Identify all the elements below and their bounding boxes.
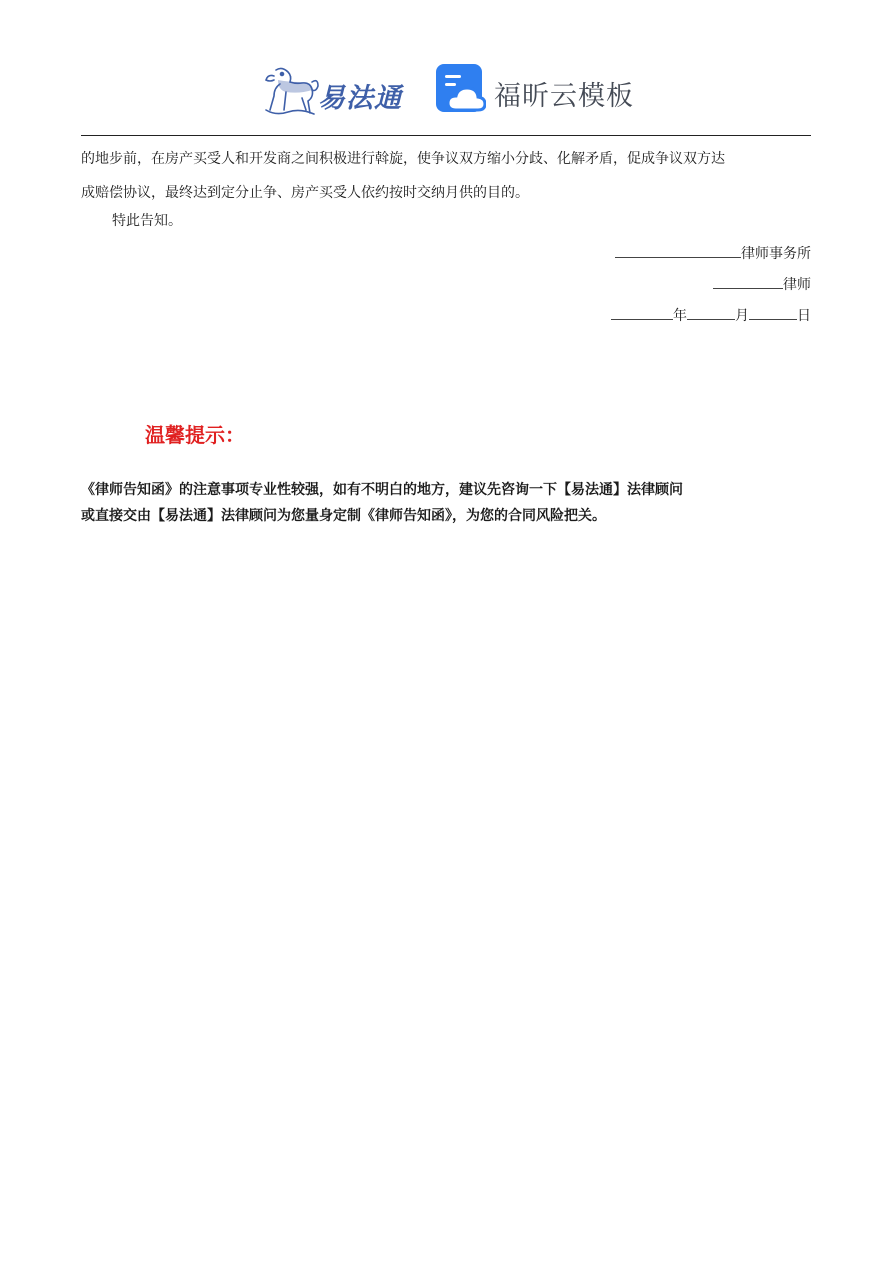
signature-firm <box>615 242 811 264</box>
lawyer-suffix: 律师 <box>783 277 811 293</box>
body-paragraph-line-2: 成赔偿协议，最终达到定分止争、房产买受人依约按时交纳月供的目的。 <box>81 185 529 201</box>
signature-date <box>611 304 811 326</box>
year-label: 年 <box>673 308 687 324</box>
tip-line-2: 或直接交由【易法通】法律顾问为您量身定制《律师告知函》，为您的合同风险把关。 <box>81 508 606 524</box>
month-blank <box>687 304 735 320</box>
foxit-logo-text: 福昕云模板 <box>494 81 634 112</box>
yifatong-logo-text: 易法通 <box>318 83 402 114</box>
firm-suffix: 律师事务所 <box>741 246 811 262</box>
firm-name-blank <box>615 242 741 258</box>
page-header <box>0 58 893 124</box>
lawyer-name-blank <box>713 273 783 289</box>
qilin-icon <box>262 62 320 120</box>
day-blank <box>749 304 797 320</box>
letter-body <box>81 142 811 210</box>
tip-line-1: 《律师告知函》的注意事项专业性较强，如有不明白的地方，建议先咨询一下【易法通】法律顾问 <box>81 482 683 498</box>
month-label: 月 <box>735 308 749 324</box>
signature-lawyer <box>713 273 811 295</box>
year-blank <box>611 304 673 320</box>
header-divider <box>81 135 811 136</box>
tip-content <box>81 477 821 529</box>
body-paragraph-line-1: 的地步前，在房产买受人和开发商之间积极进行斡旋，使争议双方缩小分歧、化解矛盾，促成争议双方达 <box>81 151 725 167</box>
foxit-cloud-template-logo <box>436 64 636 118</box>
day-label: 日 <box>797 308 811 324</box>
tip-title: 温馨提示： <box>145 423 245 447</box>
cloud-document-icon <box>436 64 486 116</box>
closing-notice: 特此告知。 <box>112 213 182 229</box>
yifatong-logo <box>262 62 412 120</box>
